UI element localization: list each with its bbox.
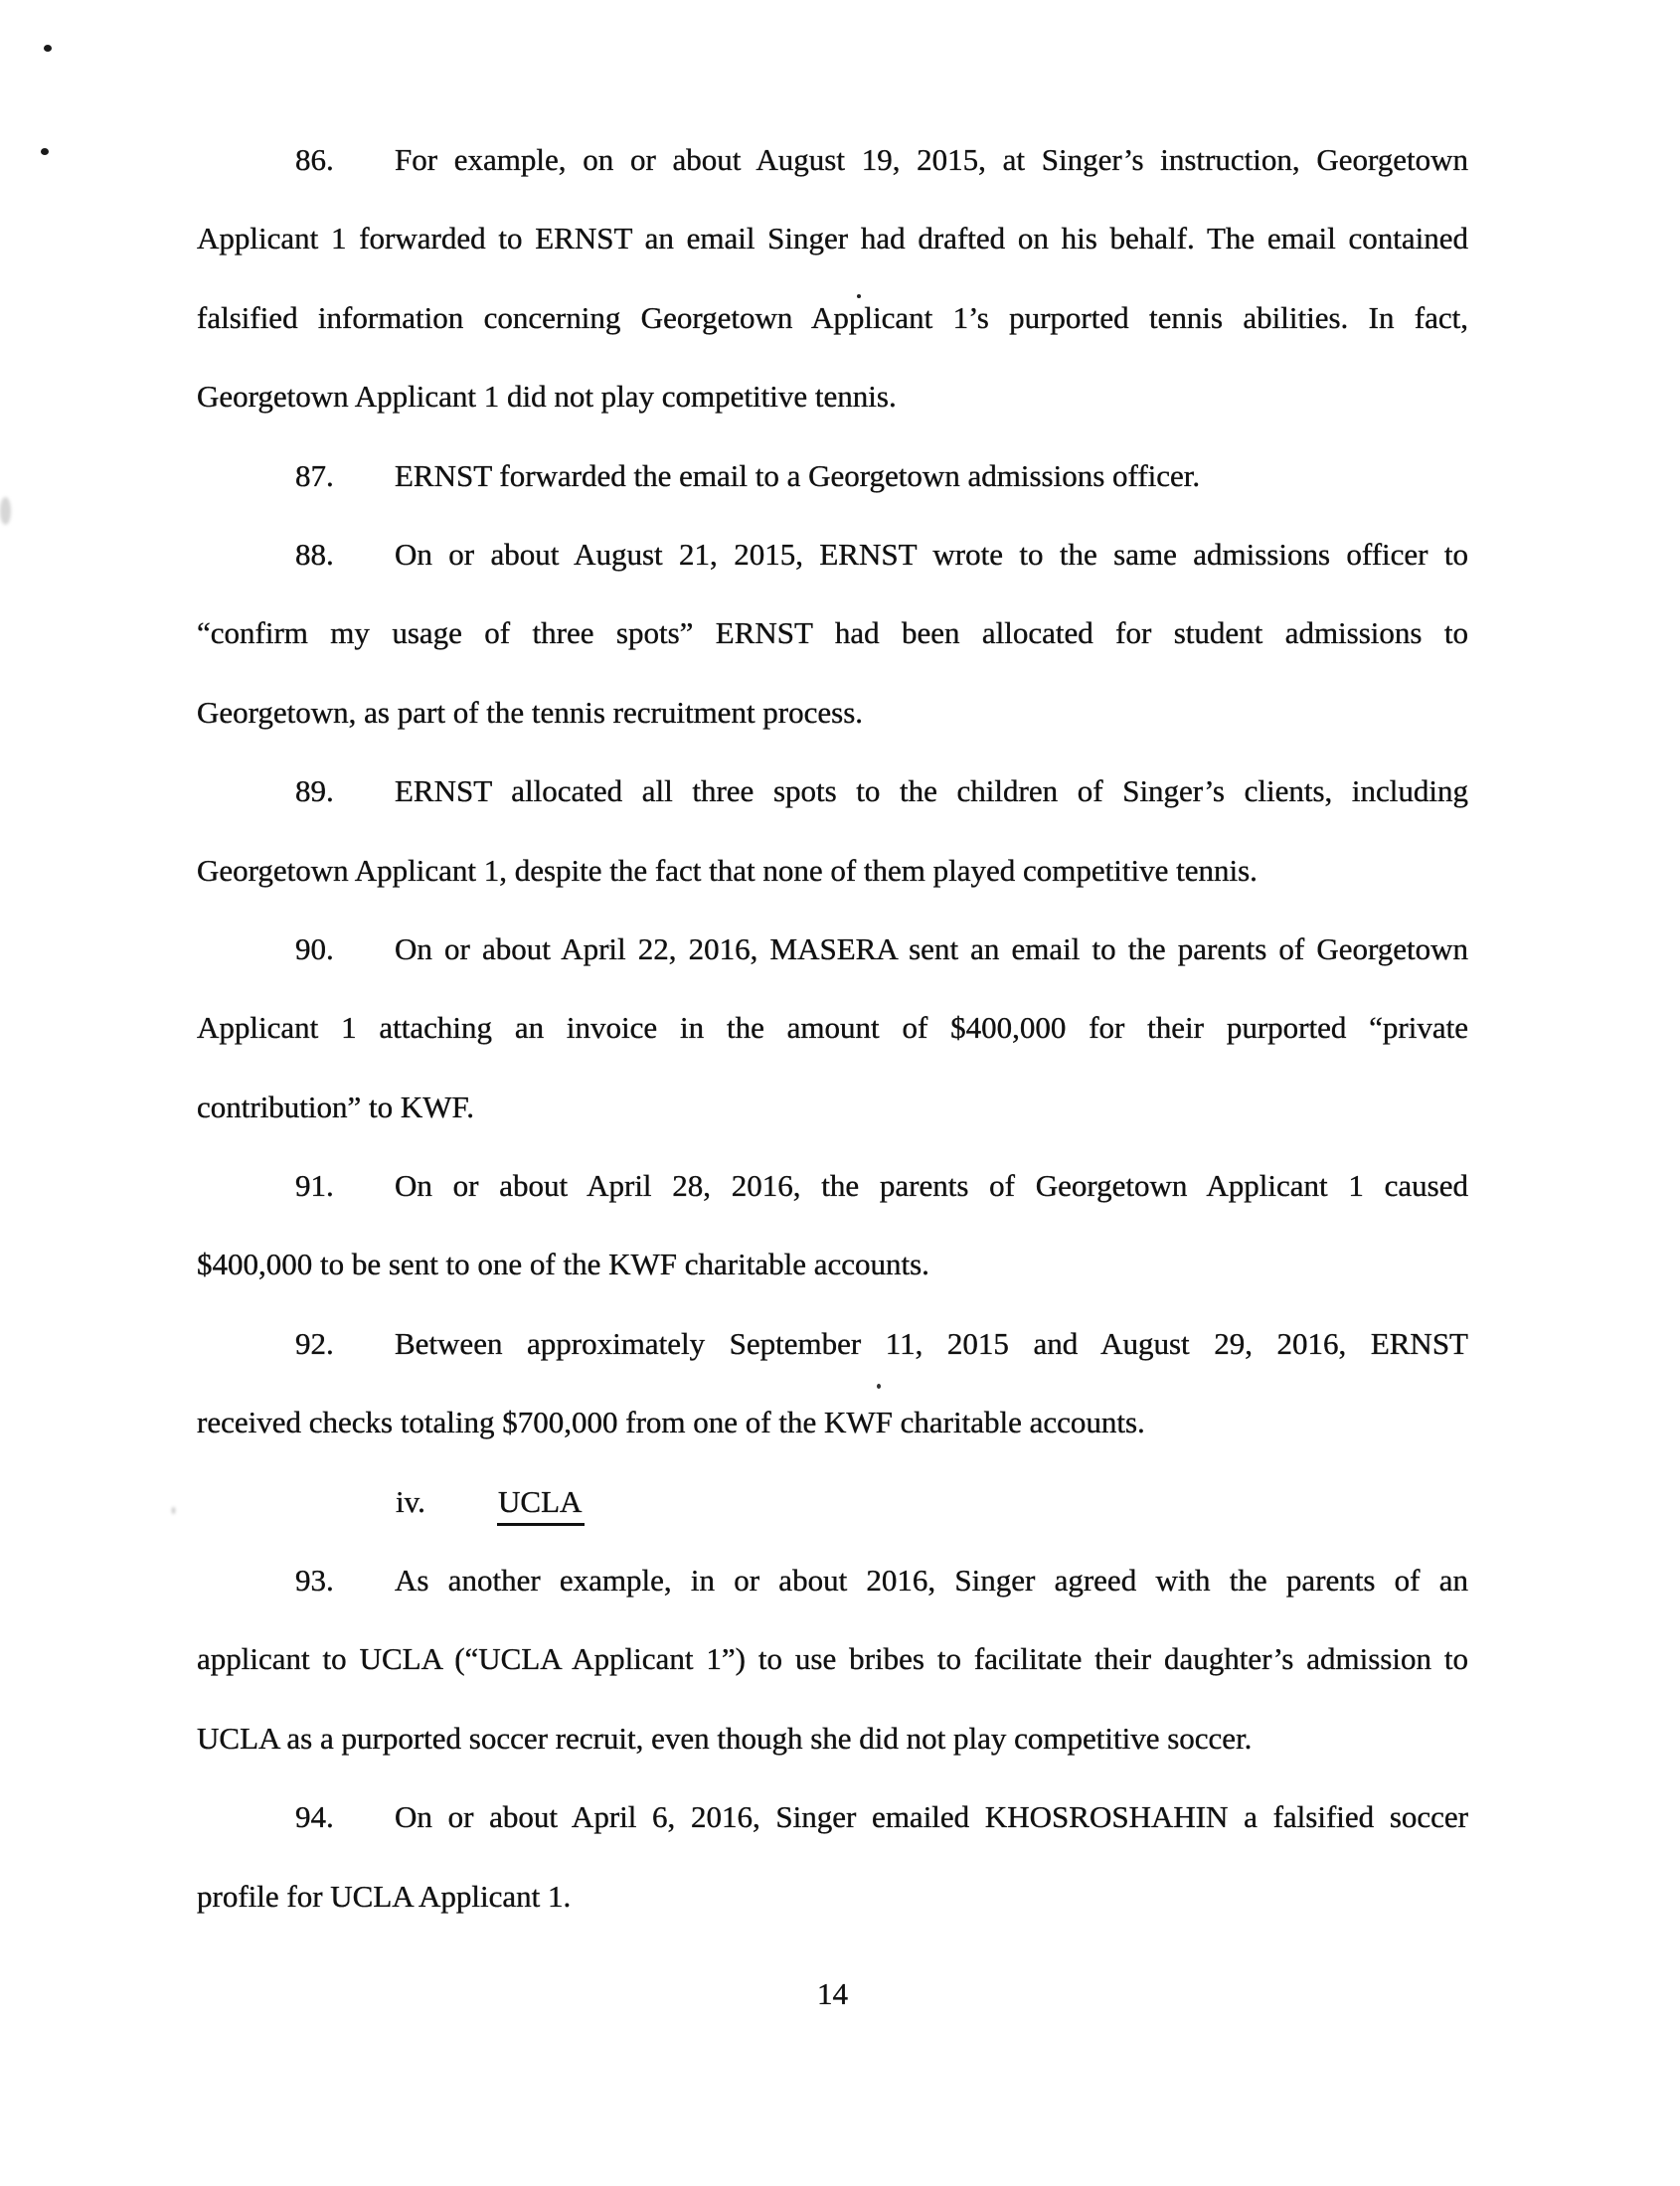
text-line xyxy=(197,593,1468,672)
line-text: ERNST forwarded the email to a Georgetown admissions officer. xyxy=(395,457,1201,493)
line-text: As another example, in or about 2016, Singer agreed with the parents of an xyxy=(395,1563,1468,1598)
heading-numeral: iv. xyxy=(396,1483,425,1519)
line-text: Applicant 1 forwarded to ERNST an email Singer had drafted on his behalf. The email contained xyxy=(197,221,1468,256)
text-line xyxy=(197,831,1468,910)
text-line xyxy=(197,1857,1468,1935)
scan-dot-artifact xyxy=(172,1507,175,1514)
line-text: “confirm my usage of three spots” ERNST had been allocated for student admissions to xyxy=(197,615,1468,651)
scan-dot-artifact xyxy=(0,497,11,525)
line-text: received checks totaling $700,000 from one of the KWF charitable accounts. xyxy=(197,1405,1145,1440)
paragraph-number: 86. xyxy=(295,142,334,177)
paragraph-number: 93. xyxy=(295,1563,334,1598)
text-line xyxy=(197,120,1468,199)
paragraph-number: 91. xyxy=(295,1168,334,1204)
paragraph-number: 89. xyxy=(295,773,334,809)
line-text: applicant to UCLA (“UCLA Applicant 1”) to use bribes to facilitate their daughter’s admission to xyxy=(197,1641,1468,1677)
text-line xyxy=(197,910,1468,988)
line-text: falsified information concerning Georgetown Applicant 1’s purported tennis abilities. In fact, xyxy=(197,299,1468,335)
text-line xyxy=(197,1225,1468,1303)
text-line xyxy=(197,1304,1468,1383)
scan-dot-artifact xyxy=(857,294,861,298)
line-text: Georgetown Applicant 1 did not play competitive tennis. xyxy=(197,379,897,415)
text-line xyxy=(197,1383,1468,1461)
paragraph-number: 92. xyxy=(295,1325,334,1361)
paragraph-number: 94. xyxy=(295,1799,334,1835)
paragraph-number: 87. xyxy=(295,457,334,493)
scan-dot-artifact xyxy=(877,1384,881,1389)
line-text: On or about August 21, 2015, ERNST wrote to the same admissions officer to xyxy=(395,536,1468,572)
document-body xyxy=(197,120,1468,1935)
paragraph-number: 90. xyxy=(295,930,334,966)
section-heading xyxy=(197,1462,1468,1541)
line-text: Georgetown Applicant 1, despite the fact that none of them played competitive tennis. xyxy=(197,852,1258,888)
text-line xyxy=(197,988,1468,1067)
text-line xyxy=(197,1541,1468,1619)
text-line xyxy=(197,1777,1468,1856)
line-text: For example, on or about August 19, 2015, at Singer’s instruction, Georgetown xyxy=(395,142,1468,177)
heading-title: UCLA xyxy=(497,1482,585,1526)
text-line xyxy=(197,199,1468,277)
text-line xyxy=(197,436,1468,515)
text-line xyxy=(197,1146,1468,1225)
line-text: On or about April 6, 2016, Singer emailed KHOSROSHAHIN a falsified soccer xyxy=(395,1799,1468,1835)
text-line xyxy=(197,1068,1468,1146)
text-line xyxy=(197,515,1468,593)
line-text: contribution” to KWF. xyxy=(197,1089,475,1124)
text-line xyxy=(197,752,1468,830)
line-text: UCLA as a purported soccer recruit, even though she did not play competitive soccer. xyxy=(197,1720,1253,1756)
line-text: Between approximately September 11, 2015 and August 29, 2016, ERNST xyxy=(395,1325,1468,1361)
line-text: profile for UCLA Applicant 1. xyxy=(197,1878,572,1914)
line-text: ERNST allocated all three spots to the children of Singer’s clients, including xyxy=(395,773,1468,809)
text-line xyxy=(197,357,1468,435)
page-number: 14 xyxy=(817,1976,848,2011)
line-text: On or about April 22, 2016, MASERA sent an email to the parents of Georgetown xyxy=(395,930,1468,966)
text-line xyxy=(197,1619,1468,1698)
scan-dot-artifact xyxy=(41,148,49,155)
line-text: Applicant 1 attaching an invoice in the amount of $400,000 for their purported “private xyxy=(197,1010,1468,1046)
text-line xyxy=(197,278,1468,357)
paragraph-number: 88. xyxy=(295,536,334,572)
text-line xyxy=(197,673,1468,752)
line-text: On or about April 28, 2016, the parents of Georgetown Applicant 1 caused xyxy=(395,1168,1468,1204)
line-text: $400,000 to be sent to one of the KWF charitable accounts. xyxy=(197,1247,929,1282)
line-text: Georgetown, as part of the tennis recruitment process. xyxy=(197,694,864,730)
scan-dot-artifact xyxy=(44,45,52,52)
text-line xyxy=(197,1699,1468,1777)
